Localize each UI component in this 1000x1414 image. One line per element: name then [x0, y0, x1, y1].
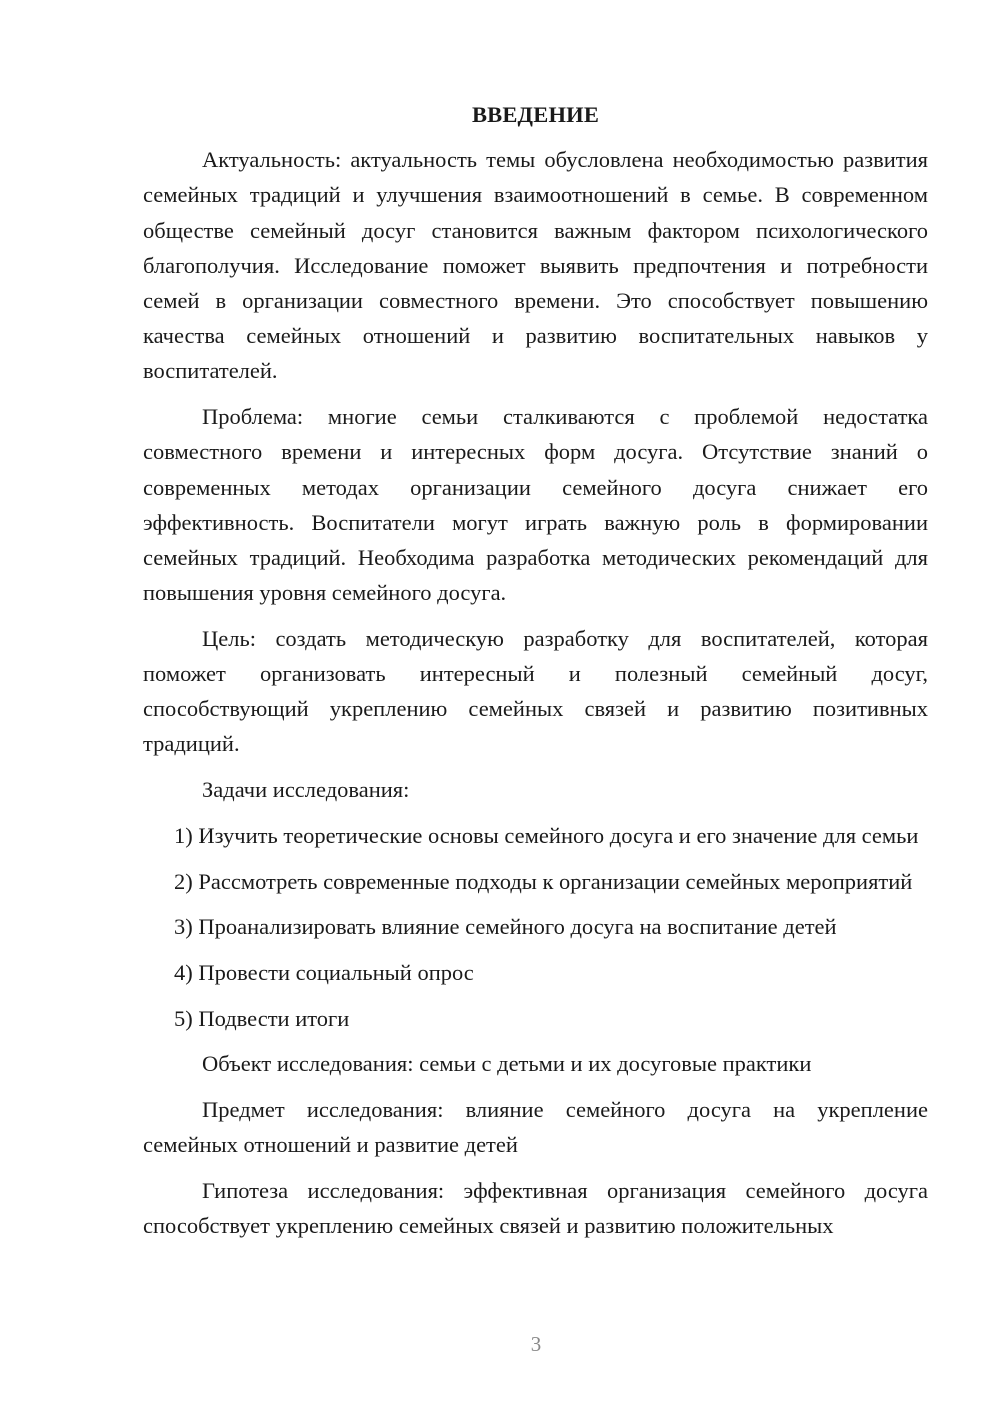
section-title: ВВЕДЕНИЕ — [471, 102, 600, 127]
paragraph-relevance: Актуальность: актуальность темы обусловлена необходимостью развития семейных традиций и улучшения взаимоотношений в семье. В современном обществе семейный досуг становится важным фактором психологического благополучия. Исследование поможет выявить предпочтения и потребности семей в организации совместного времени. Это способствует повышению качества семейных отношений и развитию воспитательных навыков у воспитателей. — [143, 147, 928, 384]
task-item: 4) Провести социальный опрос — [174, 959, 474, 985]
task-item: 1) Изучить теоретические основы семейного досуга и его значение для семьи — [174, 822, 919, 848]
task-item: 2) Рассмотреть современные подходы к организации семейных мероприятий — [174, 868, 913, 894]
tasks-heading: Задачи исследования: — [202, 777, 410, 803]
paragraph-problem: Проблема: многие семьи сталкиваются с проблемой недостатка совместного времени и интересных форм досуга. Отсутствие знаний о современных методах организации семейного досуга снижает его эффективность. Воспитатели могут играть важную роль в формировании семейных традиций. Необходима разработка методических рекомендаций для повышения уровня семейного досуга. — [143, 404, 928, 606]
paragraph-hypothesis: Гипотеза исследования: эффективная организация семейного досуга способствует укреплению семейных связей и развитию положительных — [143, 1177, 928, 1239]
paragraph-subject: Предмет исследования: влияние семейного досуга на укрепление семейных отношений и развитие детей — [143, 1097, 928, 1158]
paragraph-object: Объект исследования: семьи с детьми и их досуговые практики — [202, 1051, 812, 1077]
page-number: 3 — [530, 1332, 542, 1356]
paragraph-goal: Цель: создать методическую разработку для воспитателей, которая поможет организовать интересный и полезный семейный досуг, способствующий укреплению семейных связей и развитию позитивных традиций. — [143, 625, 928, 757]
task-item: 5) Подвести итоги — [174, 1005, 350, 1031]
task-item: 3) Проанализировать влияние семейного досуга на воспитание детей — [174, 914, 837, 940]
page-content — [143, 97, 928, 1254]
